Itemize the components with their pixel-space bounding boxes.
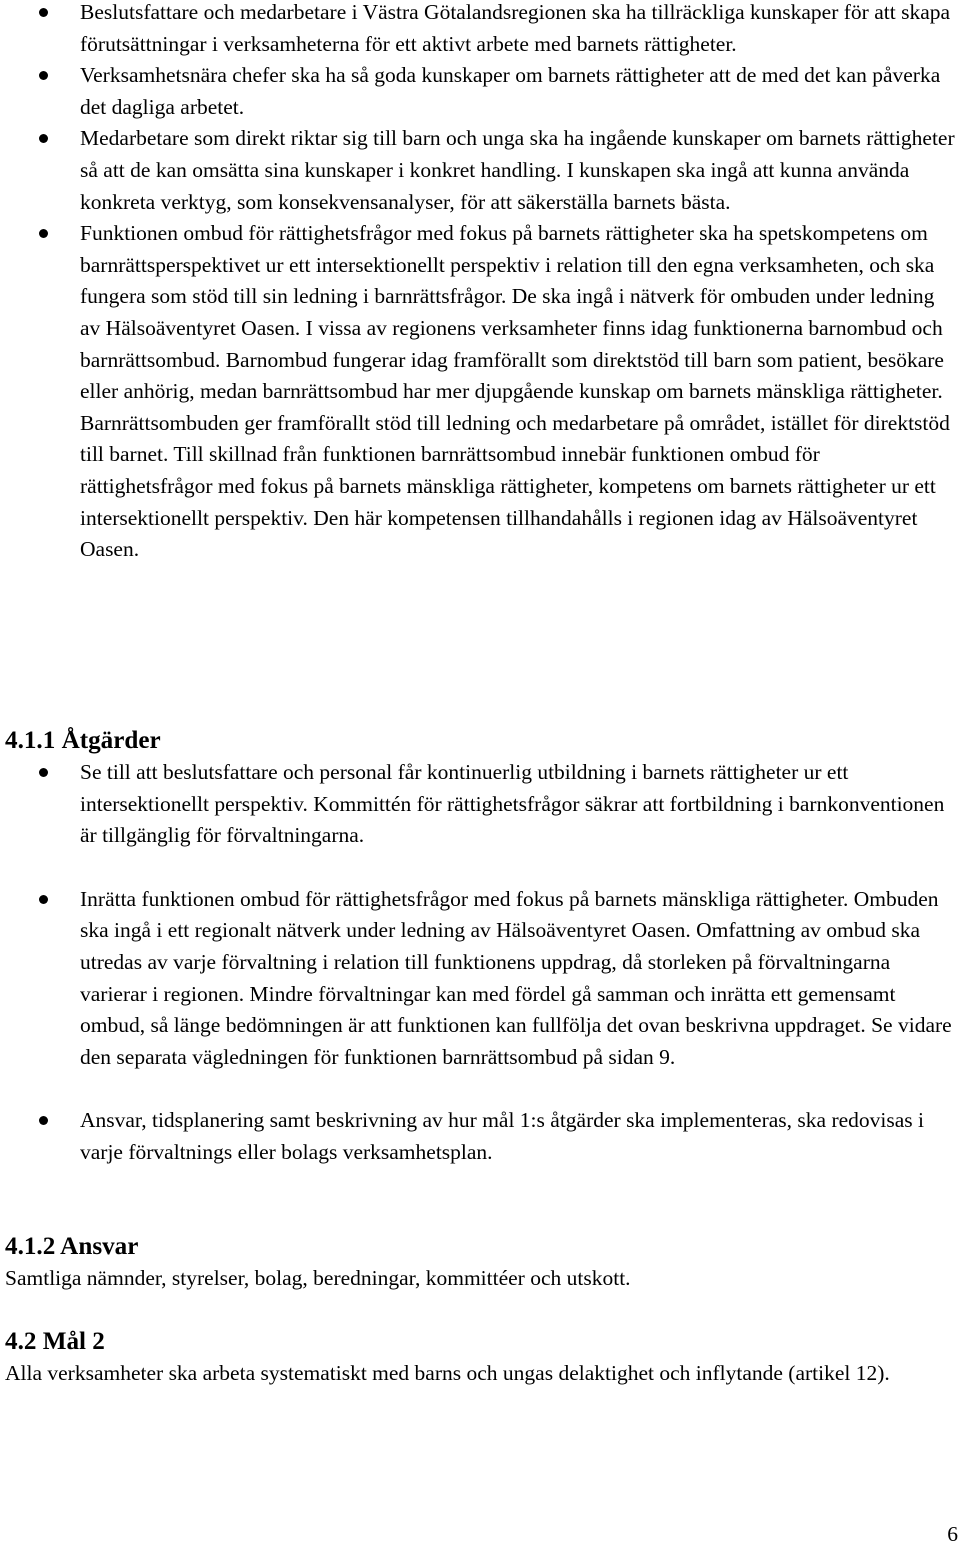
- list-item: [0, 1105, 960, 1168]
- section-text-ansvar: Samtliga nämnder, styrelser, bolag, beredningar, kommittéer och utskott.: [5, 1266, 631, 1290]
- bullet-icon: [39, 8, 48, 17]
- bullet-text: Verksamhetsnära chefer ska ha så goda kunskaper om barnets rättigheter att de med det kan påverka det dagliga arbetet.: [80, 63, 941, 119]
- section-heading-atgarder: 4.1.1 Åtgärder: [5, 727, 161, 754]
- list-item: [0, 0, 960, 60]
- bullet-icon: [39, 134, 48, 143]
- list-item: [0, 60, 960, 123]
- bullet-icon: [39, 1116, 48, 1125]
- list-item: [0, 757, 960, 852]
- bullet-text: Beslutsfattare och medarbetare i Västra Götalandsregionen ska ha tillräckliga kunskaper för att skapa förutsättningar i verksamheterna för ett aktivt arbete med barnets rättigheter.: [80, 0, 951, 56]
- section-text-mal-2: Alla verksamheter ska arbeta systematiskt med barns och ungas delaktighet och inflytande (artikel 12).: [5, 1361, 890, 1385]
- list-item: [0, 123, 960, 218]
- list-item: [0, 218, 960, 566]
- bullet-text: Se till att beslutsfattare och personal får kontinuerlig utbildning i barnets rättigheter ur ett intersektionellt perspektiv. Kommittén för rättighetsfrågor säkrar att fortbildning i barnkonventionen är tillgänglig för förvaltningarna.: [80, 760, 945, 848]
- bullet-icon: [39, 71, 48, 80]
- bullet-text: Ansvar, tidsplanering samt beskrivning av hur mål 1:s åtgärder ska implementeras, ska redovisas i varje förvaltnings eller bolags verksamhetsplan.: [80, 1108, 925, 1164]
- bullet-text: Funktionen ombud för rättighetsfrågor med fokus på barnets rättigheter ska ha spetskompetens om barnrättsperspektivet ur ett intersektionellt perspektiv i relation till den egna verksamheten, och ska fungera som stöd till sin ledning i barnrättsfrågor. De ska ingå i nätverk för ombuden under ledning av Hälsoäventyret Oasen. I vissa av regionens verksamheter finns idag funktionerna barnombud och barnrättsombud. Barnombud fungerar idag framförallt som direktstöd till barn som patient, besökare eller anhörig, medan barnrättsombud har mer djupgående kunskap om barnets mänskliga rättigheter. Barnrättsombuden ger framförallt stöd till ledning och medarbetare på området, istället för direktstöd till barnet. Till skillnad från funktionen barnrättsombud innebär funktionen ombud för rättighetsfrågor med fokus på barnets mänskliga rättigheter, kompetens om barnets rättigheter ur ett intersektionellt perspektiv. Den här kompetensen tillhandahålls i regionen idag av Hälsoäventyret Oasen.: [80, 221, 950, 562]
- intro-bullet-list: [0, 0, 960, 566]
- section-heading-ansvar: 4.1.2 Ansvar: [5, 1233, 139, 1260]
- bullet-text: Medarbetare som direkt riktar sig till barn och unga ska ha ingående kunskaper om barnets rättigheter så att de kan omsätta sina kunskaper i konkret handling. I kunskapen ska ingå att kunna använda konkreta verktyg, som konsekvensanalyser, för att säkerställa barnets bästa.: [80, 126, 955, 214]
- bullet-icon: [39, 768, 48, 777]
- list-item: [0, 884, 960, 1074]
- section-heading-mal-2: 4.2 Mål 2: [5, 1328, 105, 1355]
- bullet-icon: [39, 895, 48, 904]
- page-number: 6: [947, 1522, 958, 1546]
- bullet-text: Inrätta funktionen ombud för rättighetsfrågor med fokus på barnets mänskliga rättigheter. Ombuden ska ingå i ett regionalt nätverk under ledning av Hälsoäventyret Oasen. Omfattning av ombud ska utredas av varje förvaltning i relation till funktionens uppdrag, då storleken på förvaltningarna varierar i regionen. Mindre förvaltningar kan med fördel gå samman och inrätta ett gemensamt ombud, så länge bedömningen är att funktionen kan fullfölja det ovan beskrivna uppdraget. Se vidare den separata vägledningen för funktionen barnrättsombud på sidan 9.: [80, 886, 952, 1069]
- bullet-icon: [39, 229, 48, 238]
- actions-bullet-list: [0, 757, 960, 1169]
